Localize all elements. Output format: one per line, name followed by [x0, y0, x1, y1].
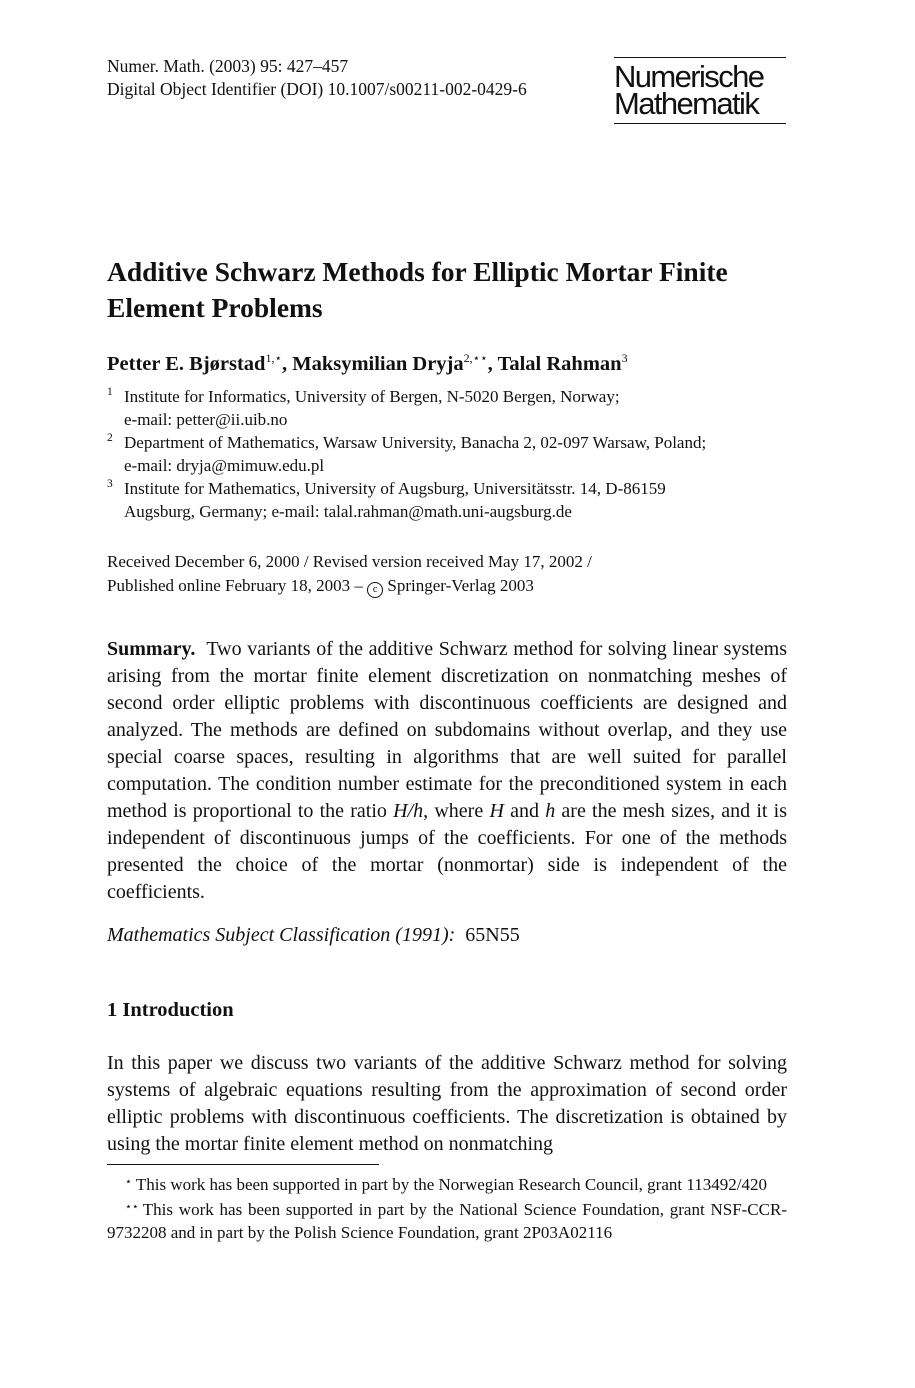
- affiliations: [107, 385, 797, 523]
- footnotes: [107, 1171, 787, 1244]
- citation: Numer. Math. (2003) 95: 427–457: [107, 56, 349, 76]
- abstract-text: are the mesh sizes, and it is independent of discontinuous jumps of the coefficients. For one of the methods presented the choice of the mortar (nonmortar) side is independent of the coefficients.: [107, 800, 787, 903]
- paper-title: Additive Schwarz Methods for Elliptic Mortar Finite Element Problems: [107, 256, 728, 323]
- doi: Digital Object Identifier (DOI) 10.1007/s00211-002-0429-6: [107, 79, 527, 99]
- msc-label: Mathematics Subject Classification (1991):: [107, 924, 456, 946]
- publisher: Springer-Verlag 2003: [383, 575, 534, 595]
- dates-line: [107, 574, 592, 598]
- math-var: h: [545, 800, 556, 822]
- msc-value: 65N55: [465, 924, 520, 946]
- footnote-mark: ⋆: [125, 1176, 132, 1188]
- journal-logo: [614, 57, 786, 124]
- footnote-mark: ⋆⋆: [125, 1201, 139, 1213]
- footnote: [107, 1196, 787, 1244]
- abstract: [107, 636, 787, 906]
- author-list: Petter E. Bjørstad$^{1,⋆}$, Maksymilian Dryja$^{2,⋆⋆}$, Talal Rahman$^3$: [107, 351, 628, 375]
- author-mark: 1,⋆: [265, 351, 282, 365]
- affiliation-line: Augsburg, Germany; e-mail: talal.rahman@math.uni-augsburg.de: [124, 502, 572, 521]
- footnote-text: This work has been supported in part by the Norwegian Research Council, grant 113492/420: [135, 1175, 767, 1194]
- affiliation: [107, 385, 797, 431]
- author-name: Maksymilian Dryja: [292, 353, 464, 375]
- affiliation-number: 1: [107, 386, 113, 398]
- journal-logo-line2: Mathematik: [614, 86, 759, 121]
- abstract-text: and: [503, 800, 546, 822]
- footnote: [107, 1171, 787, 1196]
- publication-dates: [107, 550, 592, 598]
- affiliation: [107, 477, 797, 523]
- dates-line: Received December 6, 2000 / Revised version received May 17, 2002 /: [107, 552, 592, 571]
- abstract-text: Two variants of the additive Schwarz method for solving linear systems arising from the mortar finite element discretization on nonmatching meshes of second order elliptic problems with discontinuous coefficients are designed and analyzed. The methods are defined on subdomains without overlap, and they use special coarse spaces, resulting in algorithms that are well suited for parallel computation. The condition number estimate for the preconditioned system in each method is proportional to the ratio: [107, 638, 788, 822]
- footnote-rule: [107, 1164, 379, 1165]
- section-heading: 1 Introduction: [107, 999, 234, 1021]
- author-name: Petter E. Bjørstad: [107, 353, 266, 375]
- affiliation-line: Institute for Mathematics, University of Augsburg, Universitätsstr. 14, D-86159: [124, 479, 666, 498]
- published-online: Published online February 18, 2003 –: [107, 575, 368, 595]
- affiliation-number: 3: [107, 478, 113, 490]
- author-mark: 2,⋆⋆: [463, 351, 488, 365]
- footnote-text: This work has been supported in part by the National Science Foundation, grant NSF-CCR-9732208 and in part by the Polish Science Foundation, grant 2P03A02116: [107, 1200, 787, 1242]
- affiliation: [107, 431, 797, 477]
- subject-classification: [107, 922, 520, 949]
- author-name: Talal Rahman: [497, 353, 622, 375]
- math-var: H: [489, 800, 504, 822]
- affiliation-line: e-mail: petter@ii.uib.no: [124, 410, 288, 429]
- journal-header: [107, 55, 527, 101]
- intro-paragraph: In this paper we discuss two variants of the additive Schwarz method for solving systems of algebraic equations resulting from the approximation of second order elliptic problems with discontinuous coefficients. The discretization is obtained by using the mortar finite element method on nonmatching: [107, 1052, 787, 1155]
- abstract-label: Summary.: [107, 638, 196, 660]
- copyright-icon: c: [367, 582, 383, 598]
- author-mark: 3: [621, 351, 628, 365]
- affiliation-line: e-mail: dryja@mimuw.edu.pl: [124, 456, 325, 475]
- math-ratio: H/h: [393, 800, 424, 822]
- affiliation-line: Department of Mathematics, Warsaw University, Banacha 2, 02-097 Warsaw, Poland;: [124, 433, 707, 452]
- abstract-text: , where: [423, 800, 490, 822]
- affiliation-number: 2: [107, 432, 113, 444]
- journal-logo-line1: Numerische: [614, 59, 764, 94]
- affiliation-line: Institute for Informatics, University of Bergen, N-5020 Bergen, Norway;: [124, 387, 620, 406]
